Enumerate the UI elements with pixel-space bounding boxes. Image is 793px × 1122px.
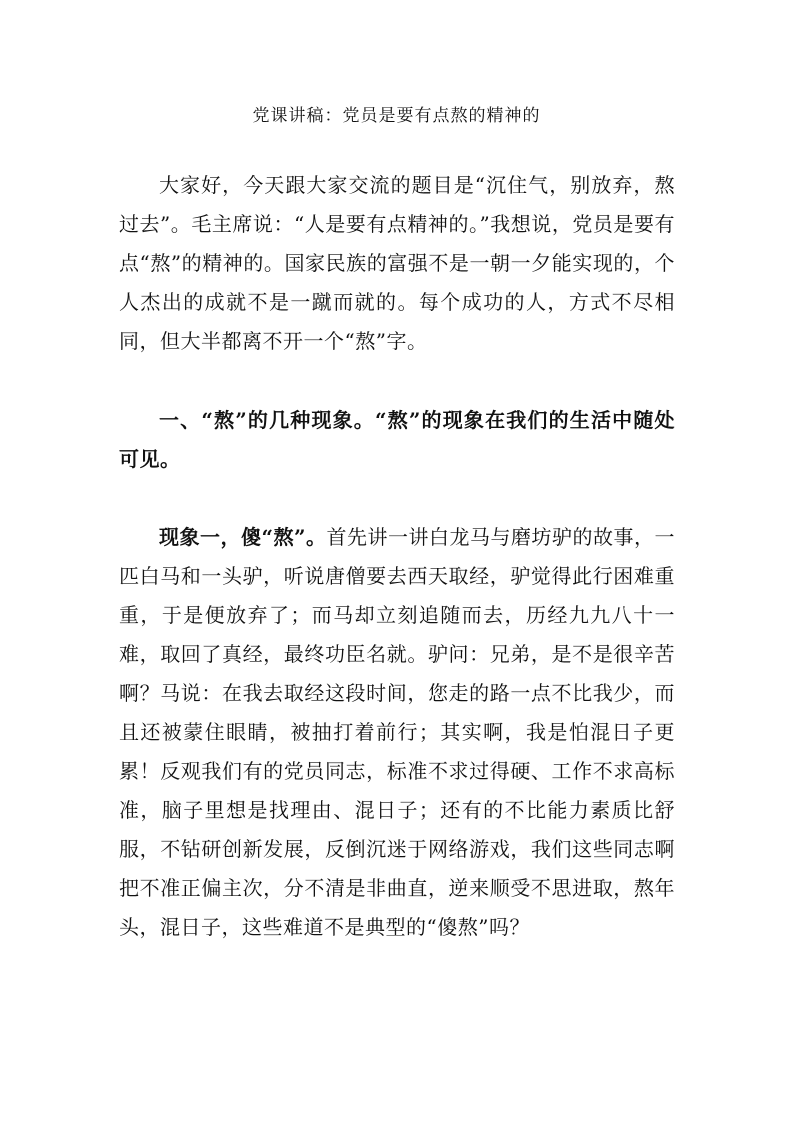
phenomenon-1-lead: 现象一，傻“熬”。 <box>159 525 327 549</box>
document-title: 党课讲稿：党员是要有点熬的精神的 <box>252 106 541 126</box>
phenomenon-1-text: 首先讲一讲白龙马与磨坊驴的故事，一匹白马和一头驴，听说唐僧要去西天取经，驴觉得此行困难重重，于是便放弃了；而马却立刻追随而去，历经九九八十一难，取回了真经，最终功臣名就。驴问：兄弟，是不是很辛苦啊？马说：在我去取经这段时间，您走的路一点不比我少，而且还被蒙住眼睛，被抽打着前行；其实啊，我是怕混日子更累！反观我们有的党员同志，标准不求过得硬、工作不求高标准，脑子里想是找理由、混日子；还有的不比能力素质比舒服，不钻研创新发展，反倒沉迷于网络游戏，我们这些同志啊把不准正偏主次，分不清是非曲直，逆来顺受不思进取，熬年头，混日子，这些难道不是典型的“傻熬”吗？ <box>119 525 676 939</box>
section-heading-1-text: 一、“熬”的几种现象。“熬”的现象在我们的生活中随处可见。 <box>119 408 675 471</box>
paragraph-intro-text: 大家好，今天跟大家交流的题目是“沉住气，别放弃，熬过去”。毛主席说：“人是要有点精神的。”我想说，党员是要有点“熬”的精神的。国家民族的富强不是一朝一夕能实现的，个人杰出的成就不是一蹴而就的。每个成功的人，方式不尽相同，但大半都离不开一个“熬”字。 <box>119 173 675 353</box>
paragraph-phenomenon-1 <box>119 518 675 947</box>
paragraph-intro <box>119 166 675 361</box>
section-heading-1 <box>119 401 675 479</box>
